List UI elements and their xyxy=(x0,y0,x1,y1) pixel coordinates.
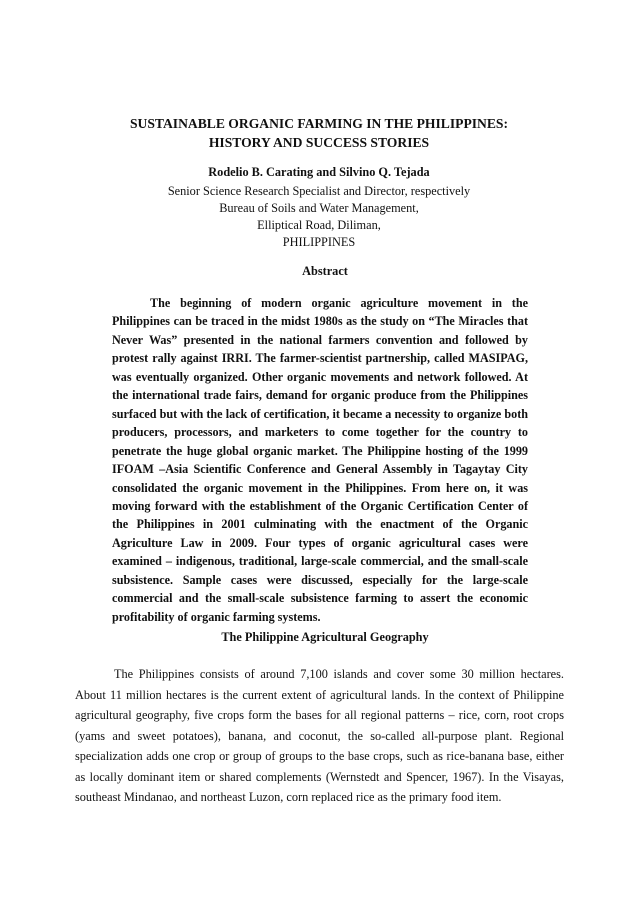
section-heading: The Philippine Agricultural Geography xyxy=(221,630,429,644)
author-affiliation xyxy=(40,183,598,251)
paper-title xyxy=(60,114,578,152)
affiliation-line: Bureau of Soils and Water Management, xyxy=(219,201,419,215)
abstract-paragraph: The beginning of modern organic agriculture movement in the Philippines can be traced in the midst 1980s as the study on “The Miracles that Never Was” presented in the national farmers convention and followed by protest rally against IRRI. The farmer-scientist partnership, called MASIPAG, was eventually organized. Other organic movements and network followed. At the international trade fairs, demand for organic produce from the Philippines surfaced but with the lack of certification, it became a necessity to organize both producers, processors, and marketers to come together for the country to penetrate the huge global organic market. The Philippine hosting of the 1999 IFOAM –Asia Scientific Conference and General Assembly in Tagaytay City consolidated the organic movement in the Philippines. From here on, it was moving forward with the establishment of the Organic Certification Center of the Philippines in 2001 culminating with the enactment of the Organic Agriculture Law in 2009. Four types of organic agricultural cases were examined – indigenous, traditional, large-scale commercial, and the small-scale subsistence. Sample cases were discussed, especially for the large-scale commercial and the small-scale subsistence farming to assert the economic profitability of organic farming systems. xyxy=(112,296,528,624)
paper-title-line: HISTORY AND SUCCESS STORIES xyxy=(208,135,430,150)
paper-authors: Rodelio B. Carating and Silvino Q. Tejada xyxy=(208,165,430,179)
paper-title-line: SUSTAINABLE ORGANIC FARMING IN THE PHILIPPINES: xyxy=(129,116,509,131)
abstract-heading: Abstract xyxy=(302,264,348,278)
affiliation-line: Elliptical Road, Diliman, xyxy=(257,218,381,232)
section-paragraph: The Philippines consists of around 7,100 islands and cover some 30 million hectares. About 11 million hectares is the current extent of agricultural lands. In the context of Philippine agricultural geography, five crops form the bases for all regional patterns – rice, corn, root crops (yams and sweet potatoes), banana, and coconut, the so-called all-purpose plant. Regional specialization adds one crop or group of groups to the base crops, such as rice-banana base, either as locally dominant item or shared complements (Wernstedt and Spencer, 1967). In the Visayas, southeast Mindanao, and northeast Luzon, corn replaced rice as the primary food item. xyxy=(75,667,564,804)
affiliation-line: Senior Science Research Specialist and Director, respectively xyxy=(167,184,471,198)
affiliation-line: PHILIPPINES xyxy=(282,235,356,249)
